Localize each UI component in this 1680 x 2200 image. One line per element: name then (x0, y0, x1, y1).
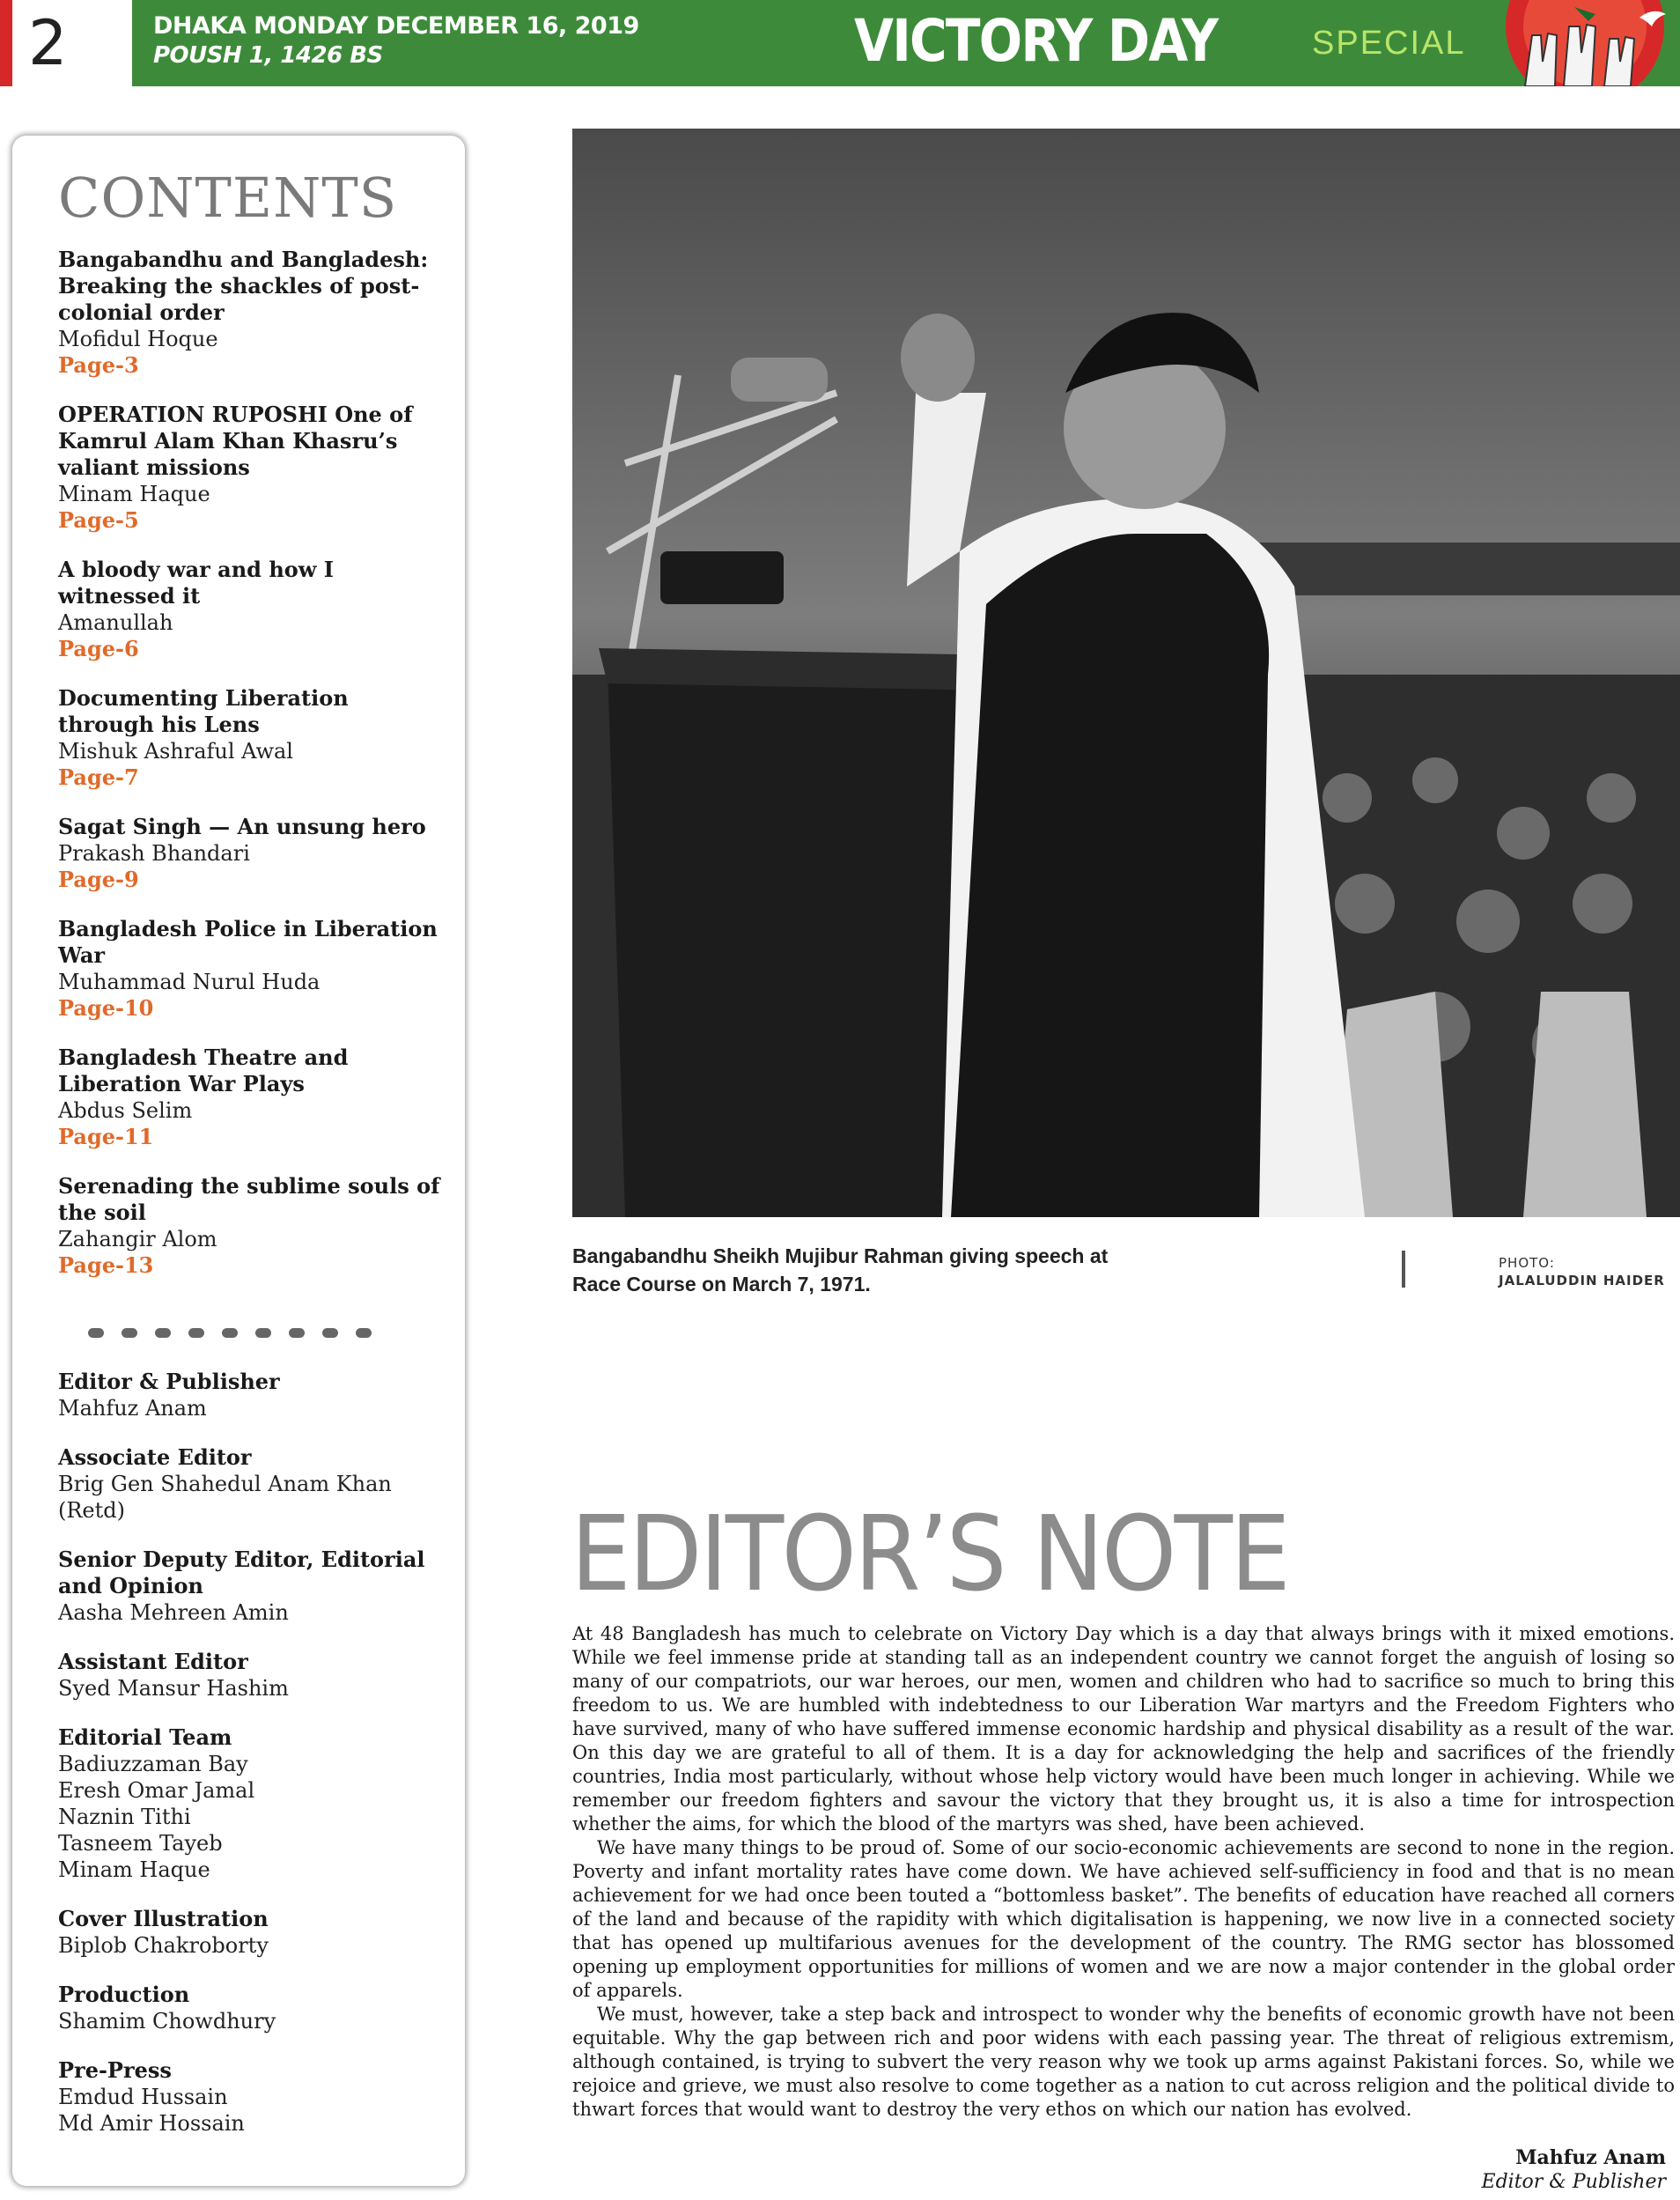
staff-group (58, 1547, 446, 1626)
editors-note-body (572, 1622, 1675, 2122)
victory-emblem-icon (1490, 0, 1680, 86)
toc-page-link[interactable]: Page-9 (58, 867, 139, 892)
toc-author: Abdus Selim (58, 1098, 193, 1123)
toc-item[interactable] (58, 685, 446, 791)
staff-role: Assistant Editor (58, 1649, 248, 1674)
speech-photo (572, 129, 1680, 1217)
credit-name: JALALUDDIN HAIDER (1499, 1273, 1665, 1288)
toc-item[interactable] (58, 1045, 446, 1150)
staff-group (58, 1982, 446, 2034)
toc-author: Minam Haque (58, 482, 210, 506)
staff-group (58, 1369, 446, 1421)
staff-role: Associate Editor (58, 1444, 252, 1470)
staff-name: Minam Haque (58, 1857, 210, 1882)
signature-name: Mahfuz Anam (1515, 2146, 1666, 2169)
toc-title: Bangladesh Police in Liberation War (58, 916, 438, 968)
signature-title: Editor & Publisher (1481, 2171, 1666, 2193)
red-marker (0, 0, 12, 86)
staff-name: Brig Gen Shahedul Anam Khan (Retd) (58, 1472, 392, 1523)
note-paragraph: We must, however, take a step back and introspect to wonder why the benefits of economic growth have not been equitable. Why the gap between rich and poor widens with each passing year. The threat of religious extremism, although contained, is trying to subvert the very reason why we took up arms against Pakistani forces. So, while we rejoice and grieve, we must also resolve to come together as a nation to cut across religion and the political divide to thwart forces that would want to destroy the very ethos on which our nation has evolved. (572, 2004, 1675, 2120)
staff-role: Editor & Publisher (58, 1369, 280, 1394)
toc-author: Zahangir Alom (58, 1227, 217, 1251)
toc-title: Bangabandhu and Bangladesh: Breaking the shackles of post-colonial order (58, 247, 429, 325)
note-paragraph: At 48 Bangladesh has much to celebrate on Victory Day which is a day that always brings with it mixed emotions. While we feel immense pride at standing tall as an independent country we cannot forget the anguish of losing so many of our compatriots, our war heroes, our men, women and children who had to sacrifice so much to bring this freedom to us. We are humbled with indebtedness to our Liberation War martyrs and the Freedom Fighters who have survived, many of who have suffered immense economic hardship and physical disability as a result of the war. On this day we are grateful to all of them. It is a day for acknowledging the help and sacrifices of the friendly countries, India most particularly, without whose help victory would have been much longer in achieving. While we remember our freedom fighters and savour the victory that they brought us, it is also a time for introspection whether the aims, for which the blood of the martyrs was shed, have been achieved. (572, 1623, 1675, 1835)
page-number-block (0, 0, 132, 86)
toc-title: Serenading the sublime souls of the soil (58, 1173, 440, 1225)
staff-name: Syed Mansur Hashim (58, 1676, 289, 1701)
staff-name: Mahfuz Anam (58, 1396, 207, 1421)
toc-page-link[interactable]: Page-10 (58, 995, 154, 1021)
divider-dot (289, 1328, 305, 1338)
staff-name: Tasneem Tayeb (58, 1831, 223, 1856)
section-title: VICTORY DAY (854, 7, 1218, 75)
special-label: SPECIAL (1312, 25, 1466, 62)
divider-dot (155, 1328, 171, 1338)
staff-group (58, 1906, 446, 1959)
staff-role: Production (58, 1982, 190, 2007)
toc-author: Mofidul Hoque (58, 327, 218, 351)
divider-dot (222, 1328, 238, 1338)
toc-item[interactable] (58, 247, 446, 379)
header-band (132, 0, 1680, 86)
table-of-contents (58, 247, 446, 1302)
toc-item[interactable] (58, 402, 446, 534)
toc-author: Amanullah (58, 610, 173, 635)
staff-group (58, 1444, 446, 1524)
signature (1482, 2145, 1666, 2195)
staff-name: Biplob Chakroborty (58, 1933, 269, 1958)
staff-name: Badiuzzaman Bay (58, 1752, 248, 1776)
staff-role: Senior Deputy Editor, Editorial and Opinion (58, 1547, 425, 1598)
staff-role: Cover Illustration (58, 1906, 269, 1931)
toc-title: Bangladesh Theatre and Liberation War Plays (58, 1045, 349, 1096)
divider-dot (356, 1328, 372, 1338)
contents-sidebar (12, 136, 465, 2186)
date-line: DHAKA MONDAY DECEMBER 16, 2019 (153, 12, 639, 40)
divider-dot (122, 1328, 137, 1338)
toc-title: Sagat Singh — An unsung hero (58, 814, 426, 839)
toc-author: Muhammad Nurul Huda (58, 970, 321, 994)
toc-item[interactable] (58, 557, 446, 662)
staff-role: Pre-Press (58, 2057, 172, 2083)
toc-page-link[interactable]: Page-5 (58, 507, 139, 533)
divider-dot (322, 1328, 338, 1338)
toc-item[interactable] (58, 1173, 446, 1279)
bengali-date: POUSH 1, 1426 BS (153, 42, 383, 69)
toc-page-link[interactable]: Page-13 (58, 1252, 154, 1278)
toc-page-link[interactable]: Page-7 (58, 764, 139, 790)
editors-note-heading: EDITOR’S NOTE (571, 1493, 1289, 1614)
page-number: 2 (28, 7, 68, 79)
staff-name: Md Amir Hossain (58, 2111, 245, 2136)
credit-label: PHOTO: (1499, 1255, 1555, 1271)
toc-page-link[interactable]: Page-6 (58, 636, 139, 661)
staff-list (58, 1369, 446, 2159)
staff-group (58, 2057, 446, 2137)
toc-item[interactable] (58, 916, 446, 1022)
staff-name: Emdud Hussain (58, 2085, 228, 2109)
staff-name: Naznin Tithi (58, 1805, 191, 1829)
staff-name: Shamim Chowdhury (58, 2009, 276, 2034)
divider-dot (188, 1328, 204, 1338)
staff-group (58, 1649, 446, 1702)
toc-page-link[interactable]: Page-11 (58, 1124, 154, 1149)
photo-caption: Bangabandhu Sheikh Mujibur Rahman giving speech at Race Course on March 7, 1971. (572, 1244, 1109, 1296)
toc-author: Mishuk Ashraful Awal (58, 739, 293, 764)
divider-dot (255, 1328, 271, 1338)
staff-name: Eresh Omar Jamal (58, 1778, 255, 1803)
toc-title: Documenting Liberation through his Lens (58, 685, 349, 737)
staff-role: Editorial Team (58, 1724, 232, 1750)
toc-title: A bloody war and how I witnessed it (58, 557, 335, 609)
toc-page-link[interactable]: Page-3 (58, 352, 139, 378)
staff-name: Aasha Mehreen Amin (58, 1600, 289, 1625)
toc-item[interactable] (58, 814, 446, 893)
toc-title: OPERATION RUPOSHI One of Kamrul Alam Khan Khasru’s valiant missions (58, 402, 413, 480)
note-paragraph: We have many things to be proud of. Some of our socio-economic achievements are second to none in the region. Poverty and infant mortality rates have come down. We have achieved self-sufficiency in food and that is no mean achievement for we had once been touted a “bottomless basket”. The benefits of education have reached all corners of the land and because of the rapidity with which digitalisation is happening, we now live in a connected society that has opened up multifarious avenues for the development of the country. The RMG sector has blossomed opening up employment opportunities for millions of women and we are now a major contender in the global order of apparels. (572, 1837, 1675, 2001)
contents-heading: CONTENTS (58, 166, 398, 230)
toc-author: Prakash Bhandari (58, 841, 250, 866)
divider-dot (88, 1328, 104, 1338)
photo-credit (1499, 1254, 1665, 1289)
staff-group (58, 1724, 446, 1883)
divider-dots (88, 1328, 372, 1338)
credit-divider (1402, 1251, 1405, 1288)
